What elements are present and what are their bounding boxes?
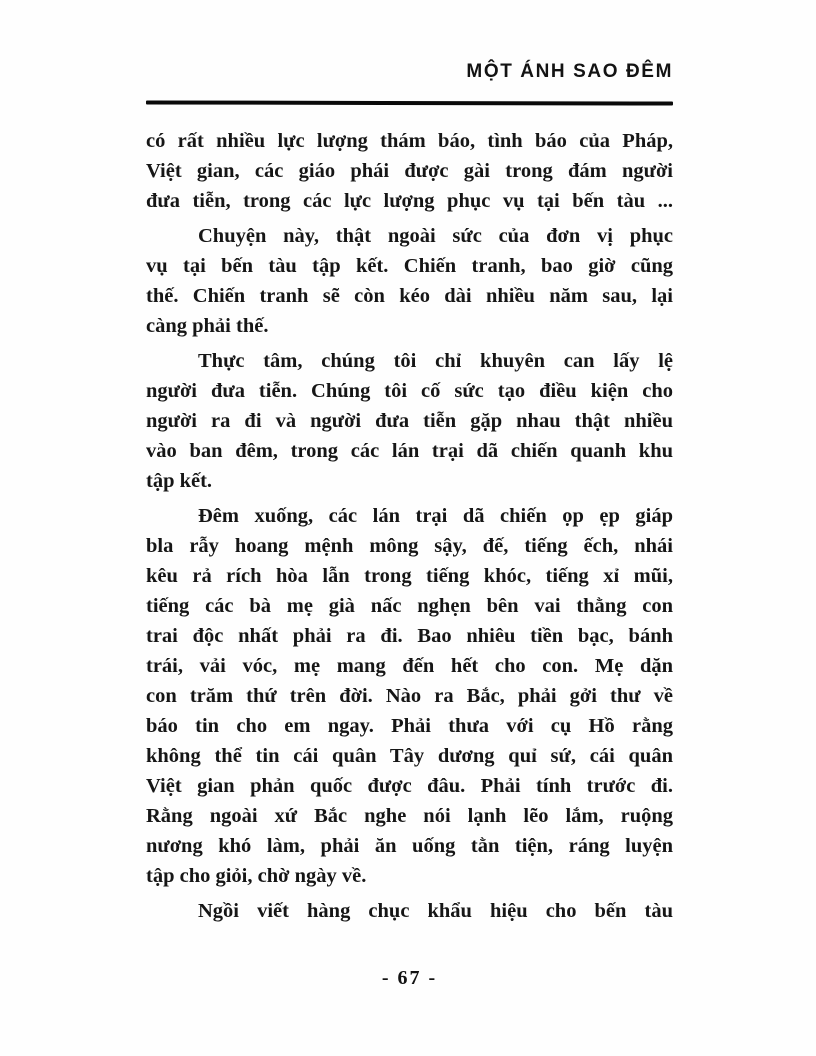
- text-line: con trăm thứ trên đời. Nào ra Bắc, phải gởi thư về: [146, 685, 673, 707]
- header-rule-divider: [146, 100, 673, 105]
- text-line: trai độc nhất phải ra đi. Bao nhiêu tiền bạc, bánh: [146, 625, 673, 647]
- page-number: [146, 967, 673, 990]
- text-line: đưa tiễn, trong các lực lượng phục vụ tại bến tàu ...: [146, 190, 673, 212]
- text-line: vụ tại bến tàu tập kết. Chiến tranh, bao giờ cũng: [146, 255, 673, 277]
- body-text: [146, 126, 673, 926]
- paragraph: [146, 221, 673, 341]
- paragraph: [146, 896, 673, 926]
- text-line: Rằng ngoài xứ Bắc nghe nói lạnh lẽo lắm, ruộng: [146, 805, 673, 827]
- paragraph: [146, 126, 673, 216]
- text-line: Việt gian, các giáo phái được gài trong đám người: [146, 160, 673, 182]
- text-line: có rất nhiều lực lượng thám báo, tình báo của Pháp,: [146, 130, 673, 152]
- text-line: càng phải thế.: [146, 315, 269, 337]
- text-line: tiếng các bà mẹ già nấc nghẹn bên vai thằng con: [146, 595, 673, 617]
- text-line: không thể tin cái quân Tây dương quỉ sứ, cái quân: [146, 745, 673, 767]
- text-line: người ra đi và người đưa tiễn gặp nhau thật nhiều: [146, 410, 673, 432]
- text-line: Chuyện này, thật ngoài sức của đơn vị phục: [198, 225, 673, 247]
- text-line: người đưa tiễn. Chúng tôi cố sức tạo điều kiện cho: [146, 380, 673, 402]
- running-header-title: MỘT ÁNH SAO ĐÊM: [466, 61, 673, 82]
- text-line: tập cho giỏi, chờ ngày về.: [146, 865, 367, 887]
- paragraph: [146, 346, 673, 496]
- text-line: thế. Chiến tranh sẽ còn kéo dài nhiều năm sau, lại: [146, 285, 673, 307]
- text-line: báo tin cho em ngay. Phải thưa với cụ Hồ rằng: [146, 715, 673, 737]
- text-line: kêu rả rích hòa lẫn trong tiếng khóc, tiếng xỉ mũi,: [146, 565, 673, 587]
- text-line: Ngồi viết hàng chục khẩu hiệu cho bến tàu: [198, 900, 673, 922]
- text-line: bla rẫy hoang mệnh mông sậy, đế, tiếng ếch, nhái: [146, 535, 673, 557]
- text-line: Thực tâm, chúng tôi chỉ khuyên can lấy lệ: [198, 350, 673, 372]
- text-line: nương khó làm, phải ăn uống tằn tiện, ráng luyện: [146, 835, 673, 857]
- page-number-label: - 67 -: [381, 967, 438, 989]
- text-line: Việt gian phản quốc được đâu. Phải tính trước đi.: [146, 775, 673, 797]
- text-line: trái, vải vóc, mẹ mang đến hết cho con. Mẹ dặn: [146, 655, 673, 677]
- text-line: vào ban đêm, trong các lán trại dã chiến quanh khu: [146, 440, 673, 462]
- text-line: Đêm xuống, các lán trại dã chiến ọp ẹp giáp: [198, 505, 673, 527]
- running-header: [146, 61, 673, 83]
- text-line: tập kết.: [146, 470, 213, 492]
- paragraph: [146, 501, 673, 891]
